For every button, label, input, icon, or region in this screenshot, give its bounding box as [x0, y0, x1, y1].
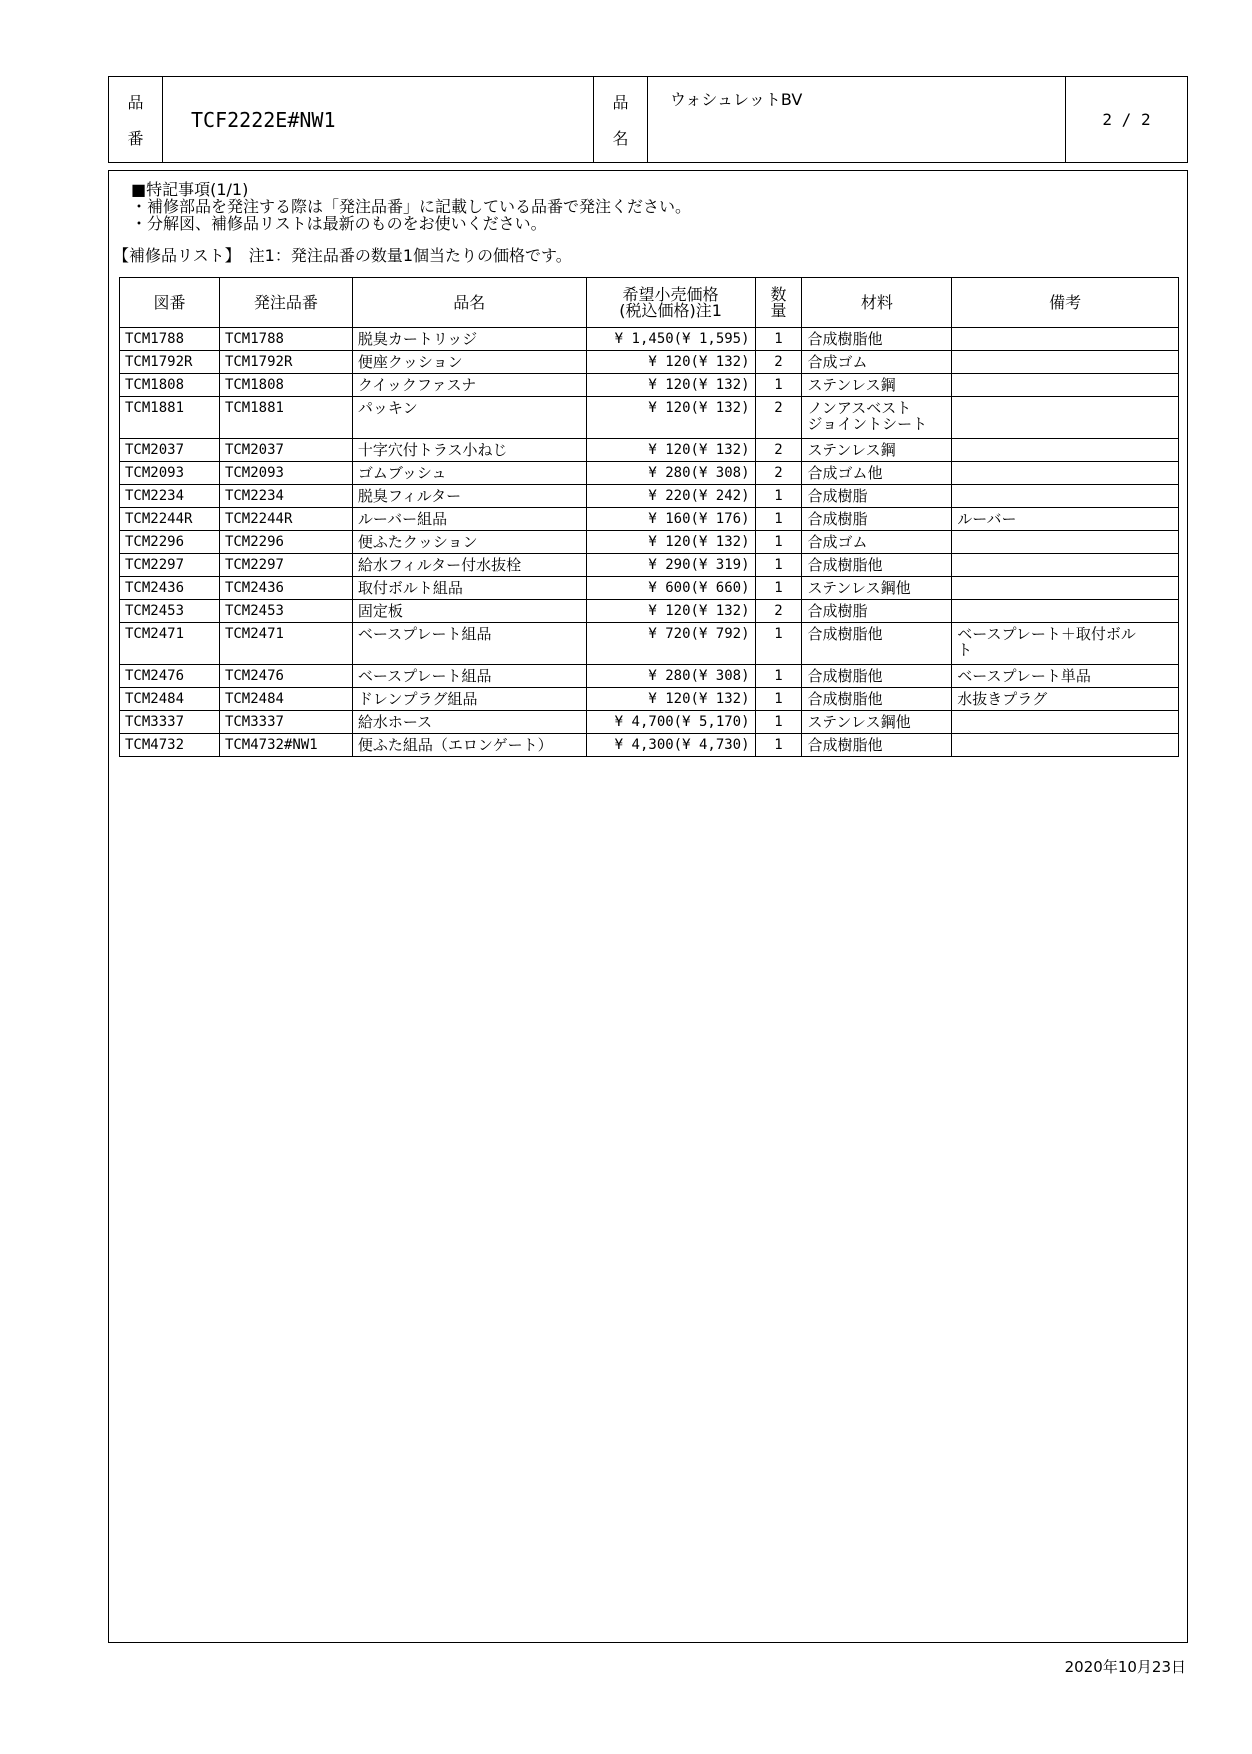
- cell-material: 合成ゴム他: [802, 462, 952, 485]
- cell-price: ¥ 1,450(¥ 1,595): [586, 328, 755, 351]
- col-header-order: 発注品番: [219, 278, 352, 328]
- cell-material: 合成樹脂他: [802, 665, 952, 688]
- cell-price: ¥ 600(¥ 660): [586, 577, 755, 600]
- cell-material: ステンレス鋼: [802, 374, 952, 397]
- cell-part-name: パッキン: [352, 397, 586, 439]
- cell-quantity: 1: [755, 328, 802, 351]
- table-row: [120, 485, 1179, 508]
- col-header-name: 品名: [352, 278, 586, 328]
- cell-fig-number: TCM2297: [120, 554, 220, 577]
- name-label-bottom: 名: [612, 129, 629, 149]
- cell-price: ¥ 120(¥ 132): [586, 374, 755, 397]
- cell-fig-number: TCM2484: [120, 688, 220, 711]
- cell-part-name: 便座クッション: [352, 351, 586, 374]
- cell-remarks: [952, 734, 1179, 757]
- cell-part-name: 脱臭フィルター: [352, 485, 586, 508]
- table-row: [120, 554, 1179, 577]
- cell-fig-number: TCM4732: [120, 734, 220, 757]
- cell-order-number: TCM2296: [219, 531, 352, 554]
- col-header-remarks: 備考: [952, 278, 1179, 328]
- cell-price: ¥ 120(¥ 132): [586, 351, 755, 374]
- cell-remarks: [952, 462, 1179, 485]
- cell-part-name: クイックファスナ: [352, 374, 586, 397]
- cell-quantity: 2: [755, 397, 802, 439]
- cell-quantity: 2: [755, 600, 802, 623]
- cell-fig-number: TCM1808: [120, 374, 220, 397]
- cell-remarks: [952, 397, 1179, 439]
- product-name-label: [594, 77, 648, 162]
- cell-material: ステンレス鋼他: [802, 711, 952, 734]
- col-header-material: 材料: [802, 278, 952, 328]
- qty-header-line-2: 量: [770, 300, 787, 320]
- cell-price: ¥ 120(¥ 132): [586, 531, 755, 554]
- table-row: [120, 508, 1179, 531]
- cell-remarks: [952, 554, 1179, 577]
- cell-order-number: TCM2234: [219, 485, 352, 508]
- cell-fig-number: TCM2234: [120, 485, 220, 508]
- cell-part-name: 便ふたクッション: [352, 531, 586, 554]
- cell-order-number: TCM3337: [219, 711, 352, 734]
- cell-fig-number: TCM2037: [120, 439, 220, 462]
- cell-fig-number: TCM2296: [120, 531, 220, 554]
- code-label-top: 品: [127, 92, 144, 112]
- cell-price: ¥ 120(¥ 132): [586, 600, 755, 623]
- table-header-row: [120, 278, 1179, 328]
- cell-price: ¥ 280(¥ 308): [586, 462, 755, 485]
- cell-remarks: [952, 600, 1179, 623]
- cell-remarks: [952, 531, 1179, 554]
- cell-part-name: 便ふた組品（エロンゲート）: [352, 734, 586, 757]
- table-row: [120, 462, 1179, 485]
- parts-table: [119, 277, 1179, 757]
- cell-quantity: 1: [755, 554, 802, 577]
- cell-remarks: [952, 374, 1179, 397]
- price-header-line-2: (税込価格)注1: [619, 300, 722, 320]
- cell-order-number: TCM2484: [219, 688, 352, 711]
- cell-part-name: ゴムブッシュ: [352, 462, 586, 485]
- cell-material: ステンレス鋼他: [802, 577, 952, 600]
- cell-quantity: 2: [755, 439, 802, 462]
- cell-quantity: 1: [755, 734, 802, 757]
- cell-material: 合成ゴム: [802, 531, 952, 554]
- cell-order-number: TCM4732#NW1: [219, 734, 352, 757]
- cell-quantity: 1: [755, 374, 802, 397]
- cell-price: ¥ 290(¥ 319): [586, 554, 755, 577]
- cell-material: 合成樹脂他: [802, 328, 952, 351]
- cell-material: ステンレス鋼: [802, 439, 952, 462]
- cell-price: ¥ 220(¥ 242): [586, 485, 755, 508]
- cell-order-number: TCM2093: [219, 462, 352, 485]
- table-row: [120, 734, 1179, 757]
- cell-material: 合成樹脂他: [802, 623, 952, 665]
- cell-price: ¥ 120(¥ 132): [586, 688, 755, 711]
- cell-part-name: ベースプレート組品: [352, 665, 586, 688]
- cell-part-name: 給水フィルター付水抜栓: [352, 554, 586, 577]
- cell-material: 合成樹脂: [802, 600, 952, 623]
- cell-fig-number: TCM2471: [120, 623, 220, 665]
- cell-remarks: 水抜きプラグ: [952, 688, 1179, 711]
- product-header: [108, 76, 1188, 163]
- cell-order-number: TCM2453: [219, 600, 352, 623]
- cell-price: ¥ 120(¥ 132): [586, 439, 755, 462]
- cell-fig-number: TCM1788: [120, 328, 220, 351]
- cell-material: 合成樹脂: [802, 508, 952, 531]
- cell-order-number: TCM2476: [219, 665, 352, 688]
- table-row: [120, 351, 1179, 374]
- cell-order-number: TCM2244R: [219, 508, 352, 531]
- cell-material: 合成ゴム: [802, 351, 952, 374]
- product-name: ウォシュレットBV: [648, 77, 1066, 162]
- col-header-qty: [755, 278, 802, 328]
- table-row: [120, 531, 1179, 554]
- cell-remarks: [952, 485, 1179, 508]
- cell-remarks: [952, 351, 1179, 374]
- cell-order-number: TCM2037: [219, 439, 352, 462]
- cell-fig-number: TCM2093: [120, 462, 220, 485]
- cell-fig-number: TCM2244R: [120, 508, 220, 531]
- table-row: [120, 665, 1179, 688]
- cell-quantity: 1: [755, 531, 802, 554]
- cell-quantity: 1: [755, 577, 802, 600]
- parts-table-body: [120, 328, 1179, 757]
- cell-remarks: [952, 577, 1179, 600]
- page-number: 2 / 2: [1102, 110, 1151, 129]
- cell-order-number: TCM2297: [219, 554, 352, 577]
- table-row: [120, 600, 1179, 623]
- cell-order-number: TCM2471: [219, 623, 352, 665]
- notes-line-1: ・補修部品を発注する際は「発注品番」に記載している品番で発注ください。: [131, 197, 692, 216]
- cell-fig-number: TCM1792R: [120, 351, 220, 374]
- cell-quantity: 1: [755, 711, 802, 734]
- cell-remarks: ルーバー: [952, 508, 1179, 531]
- cell-material: 合成樹脂他: [802, 734, 952, 757]
- cell-quantity: 1: [755, 508, 802, 531]
- table-row: [120, 397, 1179, 439]
- notes-heading: ■特記事項(1/1): [131, 180, 249, 199]
- cell-order-number: TCM1808: [219, 374, 352, 397]
- cell-part-name: 給水ホース: [352, 711, 586, 734]
- cell-part-name: ベースプレート組品: [352, 623, 586, 665]
- cell-quantity: 2: [755, 351, 802, 374]
- cell-remarks: [952, 711, 1179, 734]
- cell-fig-number: TCM2476: [120, 665, 220, 688]
- product-code: TCF2222E#NW1: [163, 77, 594, 162]
- cell-price: ¥ 4,700(¥ 5,170): [586, 711, 755, 734]
- table-row: [120, 439, 1179, 462]
- code-label-bottom: 番: [127, 129, 144, 149]
- parts-list-title: 【補修品リスト】 注1：発注品番の数量1個当たりの価格です。: [113, 246, 572, 265]
- cell-part-name: 脱臭カートリッジ: [352, 328, 586, 351]
- table-row: [120, 623, 1179, 665]
- main-frame: [108, 170, 1188, 1643]
- cell-part-name: 十字穴付トラス小ねじ: [352, 439, 586, 462]
- product-code-label: [109, 77, 163, 162]
- cell-order-number: TCM2436: [219, 577, 352, 600]
- cell-fig-number: TCM2436: [120, 577, 220, 600]
- name-label-top: 品: [612, 92, 629, 112]
- table-row: [120, 577, 1179, 600]
- cell-fig-number: TCM2453: [120, 600, 220, 623]
- price-header-line-1: 希望小売価格: [622, 284, 719, 304]
- cell-remarks: [952, 328, 1179, 351]
- table-row: [120, 711, 1179, 734]
- cell-part-name: ルーバー組品: [352, 508, 586, 531]
- col-header-price: [586, 278, 755, 328]
- cell-price: ¥ 720(¥ 792): [586, 623, 755, 665]
- notes-line-2: ・分解図、補修品リストは最新のものをお使いください。: [131, 214, 547, 233]
- cell-price: ¥ 120(¥ 132): [586, 397, 755, 439]
- cell-part-name: 固定板: [352, 600, 586, 623]
- cell-order-number: TCM1881: [219, 397, 352, 439]
- table-row: [120, 688, 1179, 711]
- cell-price: ¥ 160(¥ 176): [586, 508, 755, 531]
- cell-price: ¥ 4,300(¥ 4,730): [586, 734, 755, 757]
- cell-fig-number: TCM1881: [120, 397, 220, 439]
- cell-quantity: 1: [755, 623, 802, 665]
- cell-remarks: ベースプレート＋取付ボル ト: [952, 623, 1179, 665]
- cell-part-name: ドレンプラグ組品: [352, 688, 586, 711]
- cell-material: ノンアスベスト ジョイントシート: [802, 397, 952, 439]
- issue-date: 2020年10月23日: [1064, 1658, 1186, 1676]
- cell-part-name: 取付ボルト組品: [352, 577, 586, 600]
- qty-header-line-1: 数: [770, 284, 787, 304]
- cell-quantity: 2: [755, 462, 802, 485]
- table-row: [120, 328, 1179, 351]
- table-row: [120, 374, 1179, 397]
- cell-remarks: [952, 439, 1179, 462]
- cell-quantity: 1: [755, 688, 802, 711]
- cell-material: 合成樹脂: [802, 485, 952, 508]
- special-notes: [131, 181, 691, 232]
- cell-fig-number: TCM3337: [120, 711, 220, 734]
- cell-quantity: 1: [755, 665, 802, 688]
- cell-material: 合成樹脂他: [802, 688, 952, 711]
- cell-quantity: 1: [755, 485, 802, 508]
- cell-order-number: TCM1788: [219, 328, 352, 351]
- cell-order-number: TCM1792R: [219, 351, 352, 374]
- cell-price: ¥ 280(¥ 308): [586, 665, 755, 688]
- cell-material: 合成樹脂他: [802, 554, 952, 577]
- col-header-fig: 図番: [120, 278, 220, 328]
- cell-remarks: ベースプレート単品: [952, 665, 1179, 688]
